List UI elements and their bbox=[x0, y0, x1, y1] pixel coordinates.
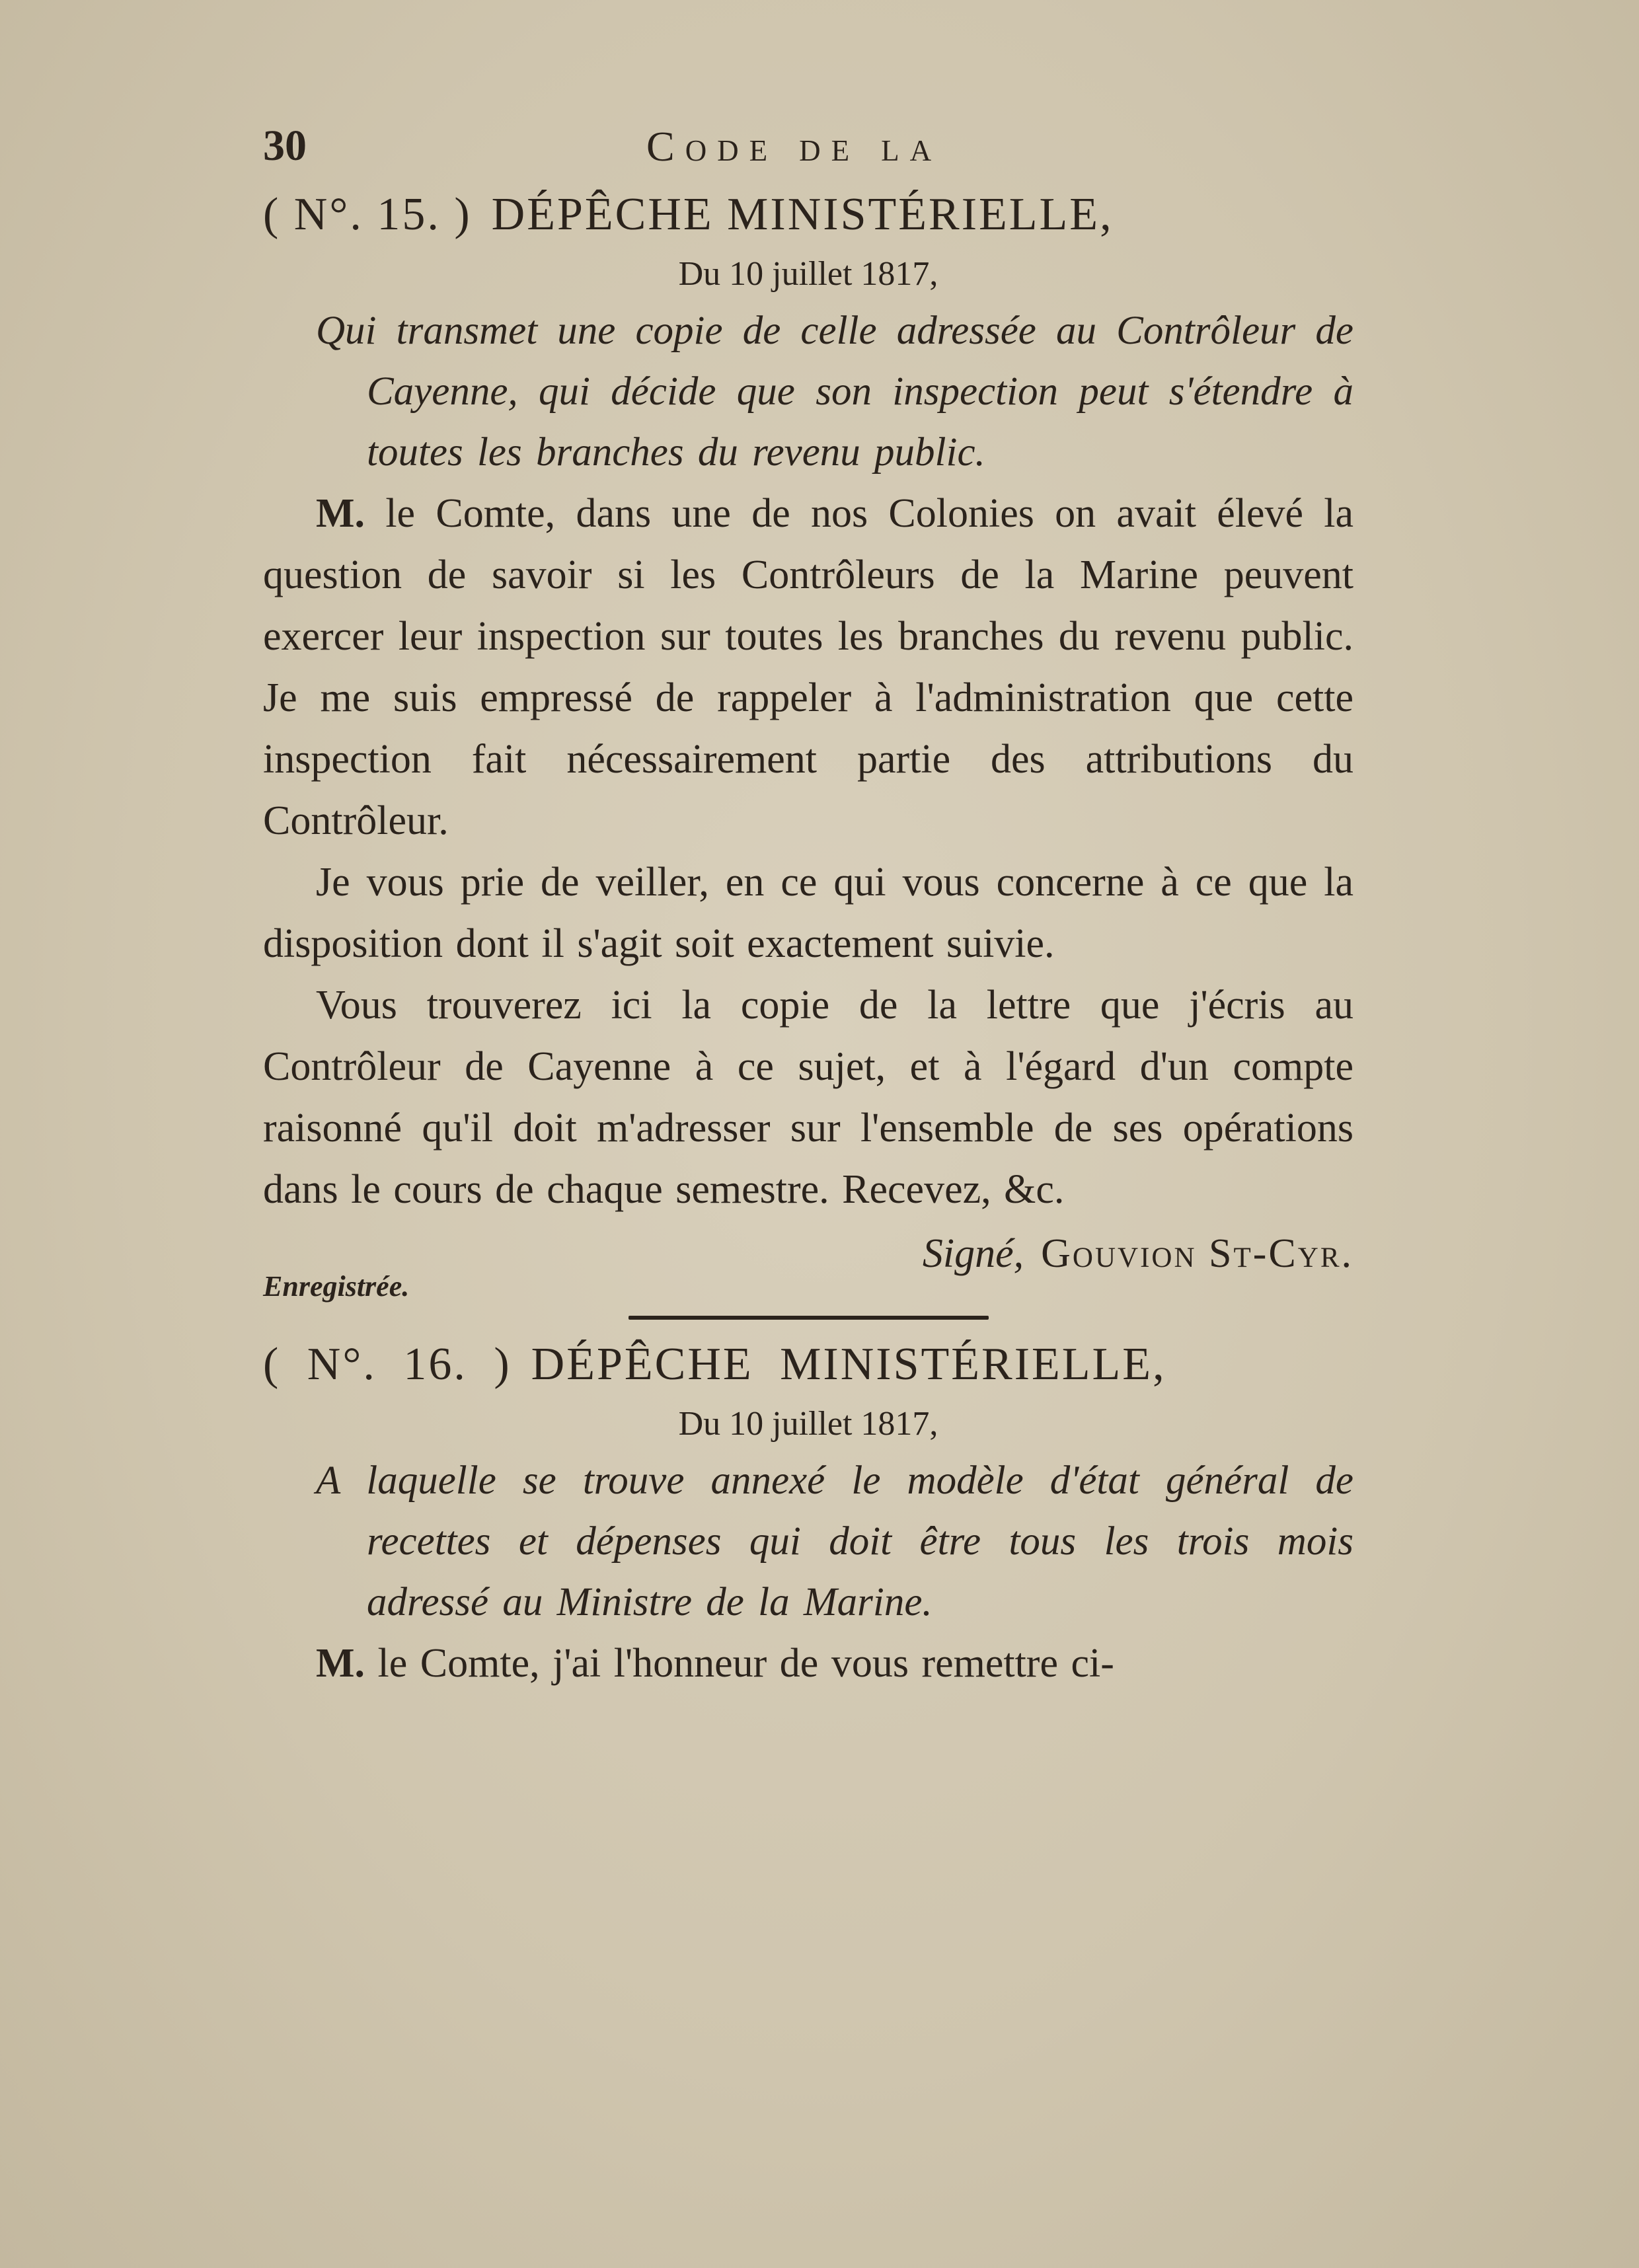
entry-heading bbox=[263, 1332, 1353, 1398]
body-paragraph bbox=[263, 1633, 1353, 1694]
entry-16 bbox=[263, 1332, 1353, 1694]
salutation: M. bbox=[316, 1641, 365, 1686]
signature bbox=[923, 1221, 1353, 1287]
entry-summary: Qui transmet une copie de celle adressée au Contrôleur de Cayenne, qui décide que son inspection peut s'étendre à toutes les branches du revenu public. bbox=[316, 309, 1353, 474]
signatory-name: Gouvion St-Cyr. bbox=[1041, 1231, 1353, 1276]
body-paragraph bbox=[263, 975, 1353, 1221]
entry-number: ( N°. 15. ) bbox=[263, 189, 472, 240]
signed-label: Signé, bbox=[922, 1231, 1024, 1276]
running-head bbox=[263, 116, 1353, 182]
entry-number: ( N°. 16. ) bbox=[263, 1339, 512, 1390]
entry-summary: A laquelle se trouve annexé le modèle d'état général de recettes et dépenses qui doit être tous les trois mois adressé au Ministre de la Marine. bbox=[316, 1458, 1353, 1624]
running-title: Code de la bbox=[646, 123, 942, 170]
paragraph-text: Vous trouverez ici la copie de la lettre que j'écris au Contrôleur de Cayenne à ce sujet, et à l'égard d'un compte raisonné qu'il doit m'adresser sur l'ensemble de ses opérations dans le cours de chaque semestre. Recevez, &c. bbox=[263, 983, 1353, 1212]
signature-row bbox=[263, 1221, 1353, 1287]
text-block bbox=[263, 116, 1353, 1694]
paragraph-text: le Comte, dans une de nos Colonies on avait élevé la question de savoir si les Contrôleurs de la Marine peuvent exercer leur inspection sur toutes les branches du revenu public. Je me suis empressé de rappeler à l'administration que cette inspection fait nécessairement partie des attributions du Contrôleur. bbox=[263, 491, 1354, 843]
entry-title: DÉPÊCHE MINISTÉRIELLE, bbox=[531, 1339, 1166, 1390]
section-divider bbox=[629, 1316, 989, 1320]
entry-title: DÉPÊCHE MINISTÉRIELLE, bbox=[491, 189, 1114, 240]
body-paragraph bbox=[263, 483, 1353, 852]
salutation: M. bbox=[316, 491, 365, 536]
entry-date: Du 10 juillet 1817, bbox=[678, 1405, 938, 1443]
entry-heading bbox=[263, 182, 1353, 248]
registered-note: Enregistrée. bbox=[263, 1270, 410, 1303]
page-number: 30 bbox=[263, 122, 307, 170]
entry-date: Du 10 juillet 1817, bbox=[678, 255, 938, 293]
body-paragraph bbox=[263, 852, 1353, 975]
paragraph-text: le Comte, j'ai l'honneur de vous remettre ci- bbox=[377, 1641, 1114, 1686]
entry-15 bbox=[263, 182, 1353, 1306]
paragraph-text: Je vous prie de veiller, en ce qui vous concerne à ce que la disposition dont il s'agit soit exactement suivie. bbox=[263, 860, 1353, 966]
